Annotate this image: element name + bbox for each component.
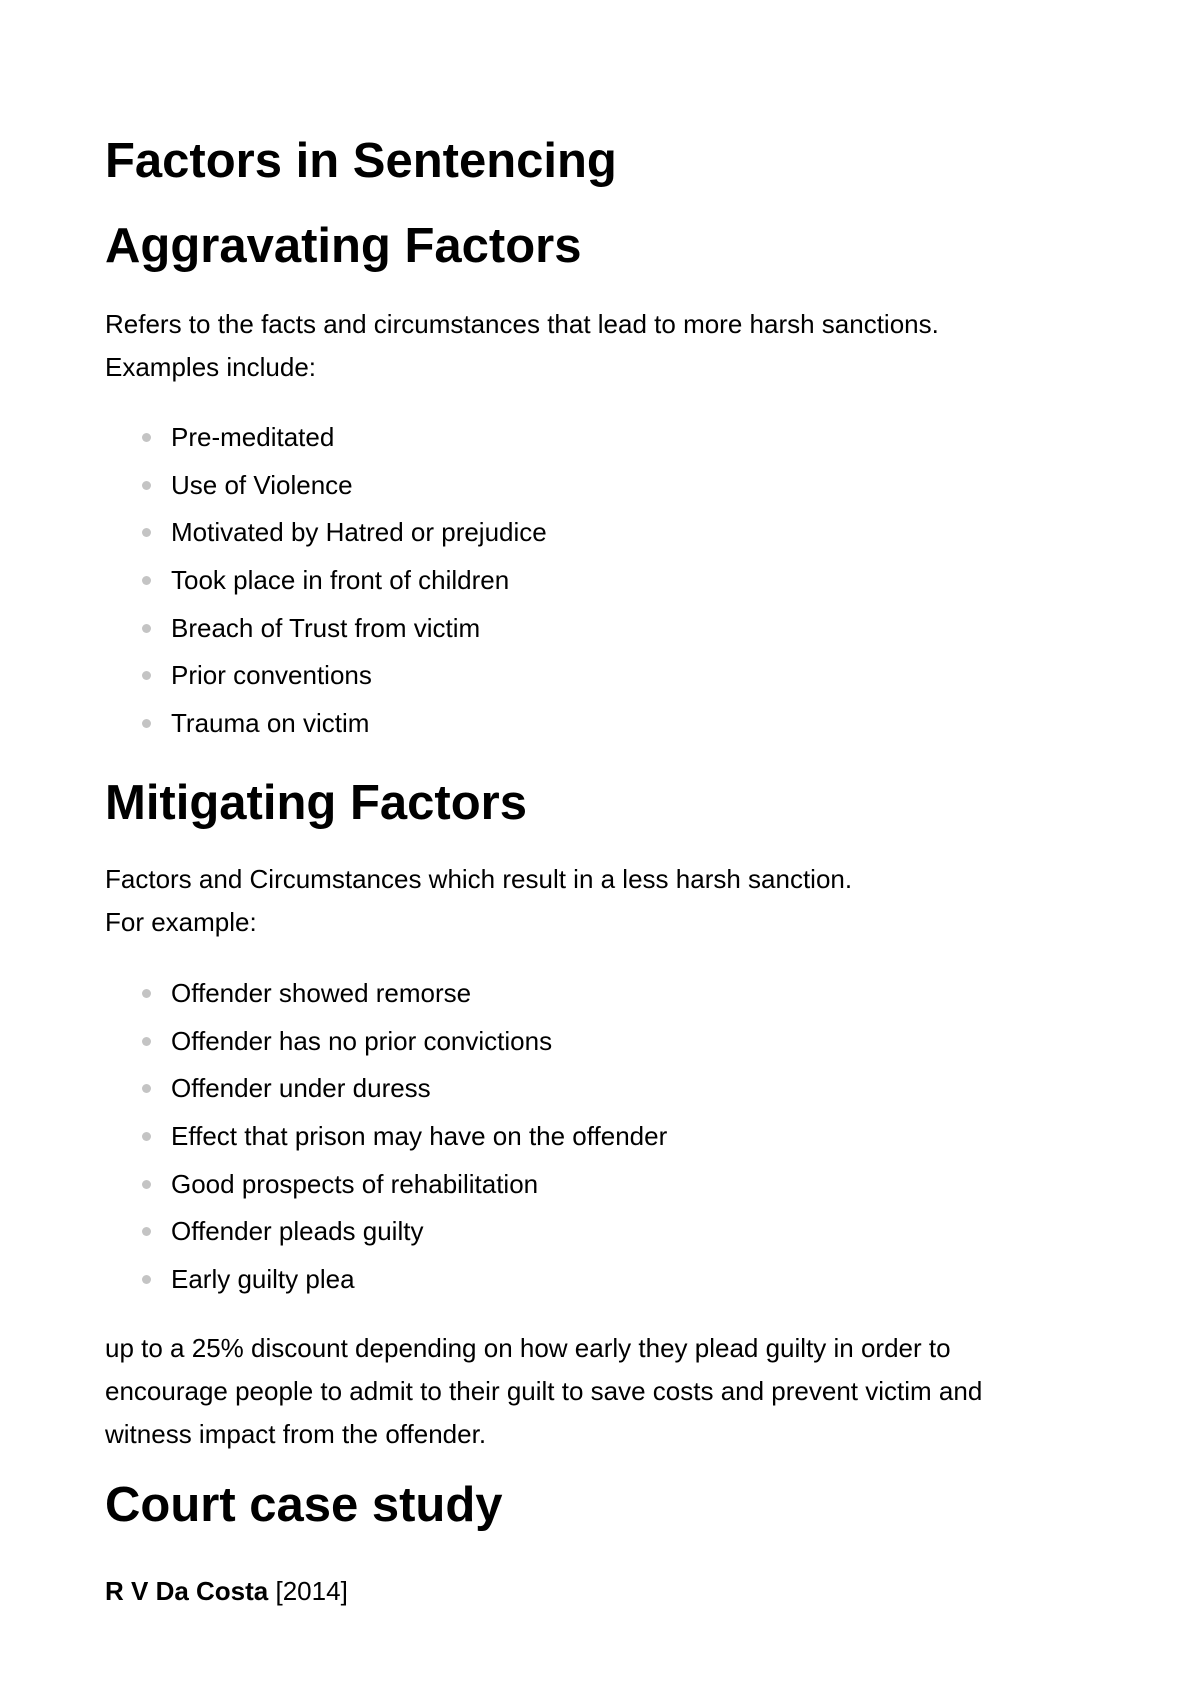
mitigating-intro-line: Factors and Circumstances which result in a less harsh sanction. [105,864,853,894]
list-item-text: Offender showed remorse [171,978,472,1008]
bullet-icon [142,719,151,728]
list-item-text: Breach of Trust from victim [171,612,481,643]
bullet-icon [142,433,151,442]
bullet-icon [142,528,151,537]
list-item-text: Effect that prison may have on the offender [171,1121,668,1152]
list-item-text: Took place in front of children [171,565,510,596]
list-item-text: Offender has no prior convictions [171,1025,553,1056]
bullet-icon [142,1275,151,1284]
list-item [105,1208,667,1256]
bullet-icon [142,481,151,490]
case-year: [2014] [275,1576,348,1606]
list-item-text: Good prospects of rehabilitation [171,1168,539,1199]
list-item-text: Prior conventions [171,660,372,691]
bullet-icon [142,1132,151,1141]
list-item-text: Pre-meditated [171,422,335,452]
list-item-text: Offender under duress [171,1073,431,1104]
mitigating-heading: Mitigating Factors [105,776,527,830]
bullet-icon [142,1180,151,1189]
bullet-icon [142,1084,151,1093]
guilty-plea-note [105,1327,1105,1456]
bullet-icon [142,624,151,633]
list-item-text: Early guilty plea [171,1264,355,1295]
list-item [105,1113,667,1161]
list-item [105,605,547,653]
list-item-text: Use of Violence [171,469,353,500]
bullet-icon [142,1037,151,1046]
list-item [105,1256,667,1304]
case-study-heading: Court case study [105,1478,503,1532]
note-line: up to a 25% discount depending on how early they plead guilty in order to [105,1333,951,1363]
mitigating-intro-line: For example: [105,907,257,937]
bullet-icon [142,1227,151,1236]
aggravating-heading: Aggravating Factors [105,219,582,273]
bullet-icon [142,989,151,998]
case-name: R V Da Costa [105,1576,269,1606]
aggravating-intro [105,303,1105,389]
note-line: witness impact from the offender. [105,1419,487,1449]
note-line: encourage people to admit to their guilt to save costs and prevent victim and [105,1376,983,1406]
list-item [105,557,547,605]
list-item [105,700,547,748]
list-item [105,509,547,557]
list-item [105,652,547,700]
list-item-text: Offender pleads guilty [171,1216,424,1247]
bullet-icon [142,576,151,585]
list-item [105,414,547,462]
list-item [105,1018,667,1066]
list-item [105,970,667,1018]
aggravating-intro-line: Examples include: [105,352,316,382]
list-item-text: Trauma on victim [171,708,370,739]
list-item [105,1065,667,1113]
case-citation [105,1570,348,1613]
aggravating-list [105,414,547,748]
list-item-text: Motivated by Hatred or prejudice [171,517,547,548]
mitigating-intro [105,858,1105,944]
mitigating-list [105,970,667,1304]
list-item [105,1161,667,1209]
page-title: Factors in Sentencing [105,134,617,188]
list-item [105,462,547,510]
aggravating-intro-line: Refers to the facts and circumstances that lead to more harsh sanctions. [105,309,939,339]
bullet-icon [142,671,151,680]
